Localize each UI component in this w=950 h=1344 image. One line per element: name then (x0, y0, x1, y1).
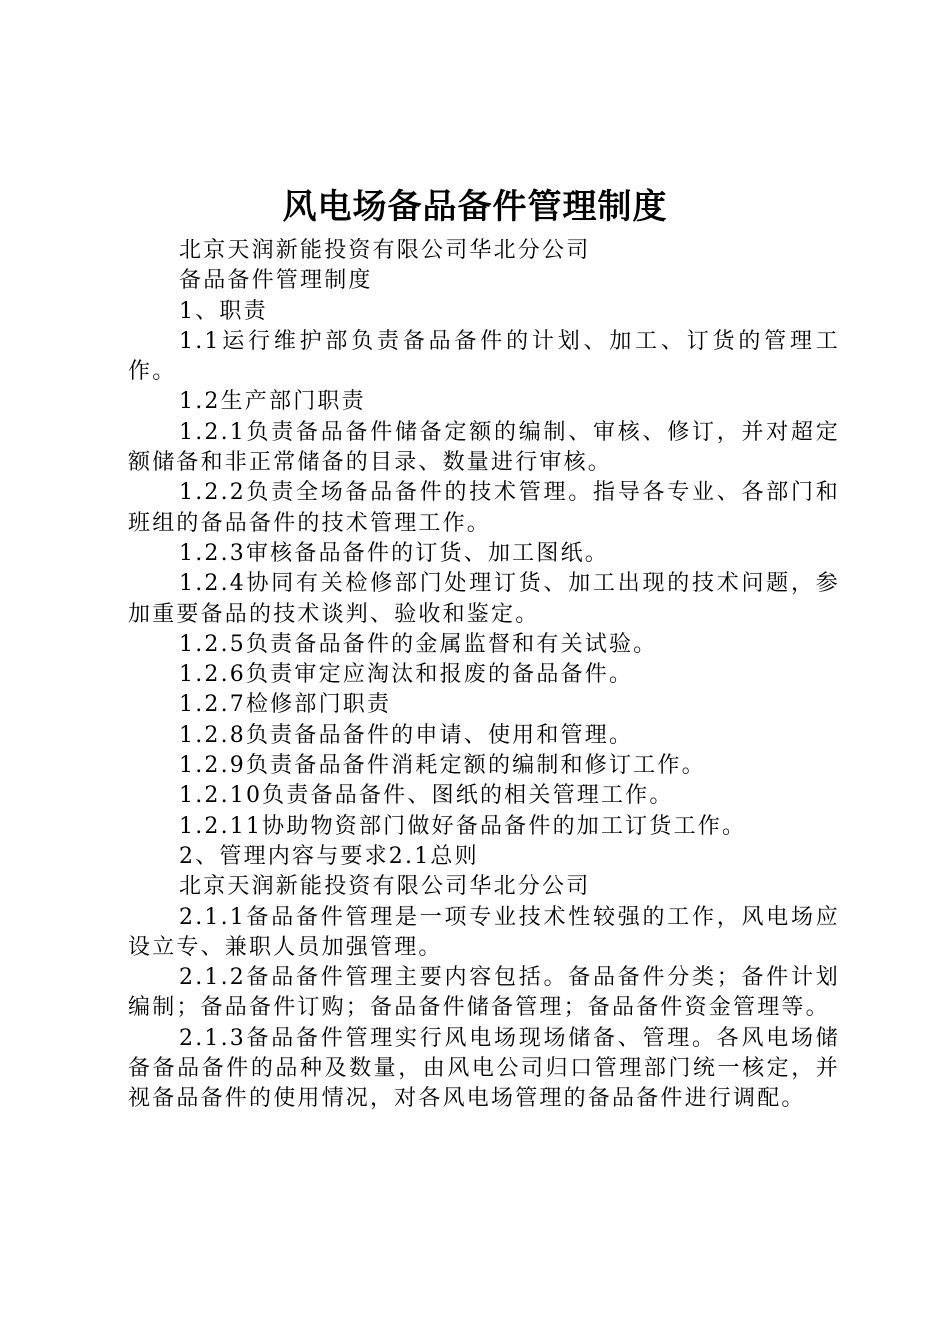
clause-1-2-10: 1.2.10负责备品备件、图纸的相关管理工作。 (179, 783, 674, 809)
clause-1-2-3: 1.2.3审核备品备件的订货、加工图纸。 (179, 540, 609, 566)
clause-1-2-9: 1.2.9负责备品备件消耗定额的编制和修订工作。 (179, 753, 706, 779)
clause-1-2-1: 1.2.1负责备品备件储备定额的编制、审核、修订，并对超定额储备和非正常储备的目录、数量进行审核。 (128, 419, 840, 476)
clause-2-1-2: 2.1.2备品备件管理主要内容包括。备品备件分类；备件计划编制；备品备件订购；备品备件储备管理；备品备件资金管理等。 (128, 965, 840, 1021)
document-body (128, 236, 840, 1115)
clause-1-2: 1.2生产部门职责 (179, 389, 366, 415)
clause-1-2-8: 1.2.8负责备品备件的申请、使用和管理。 (179, 722, 634, 748)
clause-1-1: 1.1运行维护部负责备品备件的计划、加工、订货的管理工作。 (128, 328, 840, 385)
clause-1-2-6: 1.2.6负责审定应淘汰和报废的备品备件。 (179, 662, 634, 688)
company-name-line-repeat: 北京天润新能投资有限公司华北分公司 (179, 874, 591, 900)
clause-1-2-4: 1.2.4协同有关检修部门处理订货、加工出现的技术问题，参加重要备品的技术谈判、验收和鉴定。 (128, 571, 840, 627)
clause-2-1-1: 2.1.1备品备件管理是一项专业技术性较强的工作，风电场应设立专、兼职人员加强管理。 (128, 904, 840, 960)
clause-1-2-7: 1.2.7检修部门职责 (179, 692, 392, 718)
document-title: 风电场备品备件管理制度 (282, 187, 668, 227)
section-heading-management: 2、管理内容与要求2.1总则 (179, 843, 479, 869)
company-name-line: 北京天润新能投资有限公司华北分公司 (179, 238, 591, 263)
clause-2-1-3: 2.1.3备品备件管理实行风电场现场储备、管理。各风电场储备备品备件的品种及数量，由风电公司归口管理部门统一核定，并视备品备件的使用情况，对各风电场管理的备品备件进行调配。 (128, 1025, 840, 1112)
clause-1-2-2: 1.2.2负责全场备品备件的技术管理。指导各专业、各部门和班组的备品备件的技术管理工作。 (128, 480, 840, 536)
subtitle-line: 备品备件管理制度 (179, 268, 373, 294)
clause-1-2-5: 1.2.5负责备品备件的金属监督和有关试验。 (179, 631, 658, 657)
section-heading-responsibilities: 1、职责 (179, 298, 268, 324)
clause-1-2-11: 1.2.11协助物资部门做好备品备件的加工订货工作。 (179, 813, 747, 839)
